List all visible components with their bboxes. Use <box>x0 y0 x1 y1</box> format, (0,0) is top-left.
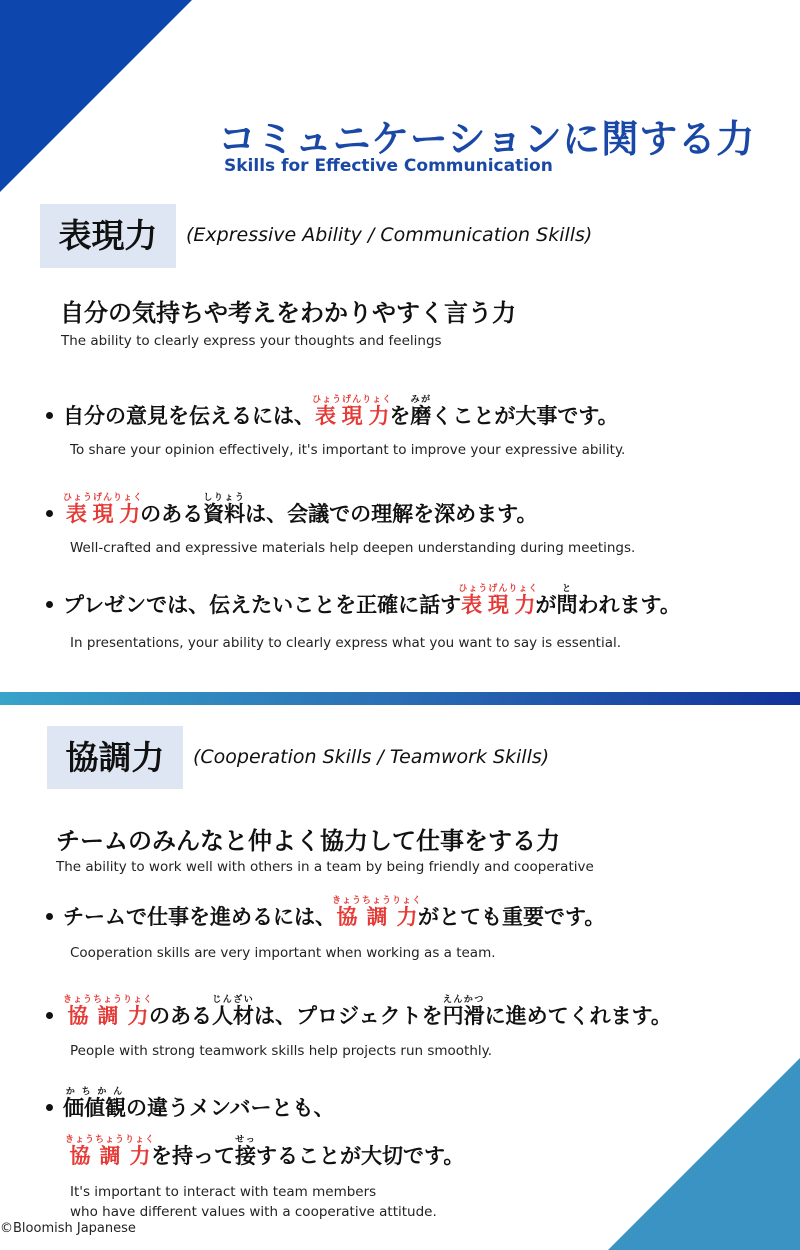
example-sentence: 価値観かちかんの違うメンバーとも、 <box>46 1087 335 1119</box>
example-translation: Well-crafted and expressive materials help deepen understanding during meetings. <box>70 540 636 556</box>
corner-decoration-top-left <box>0 0 192 192</box>
bullet-icon <box>46 1012 53 1019</box>
bullet-icon <box>46 412 53 419</box>
term-label: 協調力 <box>65 738 165 777</box>
highlighted-term: 協調力きょうちょうりょく <box>63 995 154 1028</box>
highlighted-term: 表現力ひょうげんりょく <box>458 584 539 617</box>
bullet-icon <box>46 1104 53 1111</box>
definition-jp-1: 自分の気持ちや考えをわかりやすく言う力 <box>60 299 516 327</box>
furigana-word: 資料しりょう <box>203 493 246 526</box>
example-sentence: 協調力きょうちょうりょくのある人材じんざいは、プロジェクトを円滑えんかつに進めてくれます。 <box>46 995 672 1027</box>
term-box-1 <box>40 204 176 268</box>
furigana-word: 価値観かちかん <box>63 1087 126 1120</box>
corner-decoration-bottom-right <box>608 1058 800 1250</box>
definition-en-1: The ability to clearly express your thoughts and feelings <box>61 333 442 349</box>
term-english-1: (Expressive Ability / Communication Skills) <box>186 224 593 246</box>
furigana-word: 問と <box>556 584 578 617</box>
definition-jp-2: チームのみんなと仲よく協力して仕事をする力 <box>56 827 560 855</box>
term-english-2: (Cooperation Skills / Teamwork Skills) <box>193 746 550 768</box>
section-divider <box>0 692 800 705</box>
highlighted-term: 表現力ひょうげんりょく <box>312 395 393 428</box>
bullet-icon <box>46 913 53 920</box>
example-translation: To share your opinion effectively, it's important to improve your expressive ability. <box>70 442 626 458</box>
example-sentence: 表現力ひょうげんりょくのある資料しりょうは、会議での理解を深めます。 <box>46 493 538 525</box>
highlighted-term: 協調力きょうちょうりょく <box>332 896 423 929</box>
example-sentence: 自分の意見を伝えるには、表現力ひょうげんりょくを磨みがくことが大事です。 <box>46 395 619 427</box>
term-label: 表現力 <box>58 216 158 255</box>
definition-en-2: The ability to work well with others in a team by being friendly and cooperative <box>56 859 594 875</box>
page-title: コミュニケーションに関する力 <box>218 117 755 161</box>
furigana-word: 円滑えんかつ <box>442 995 485 1028</box>
example-sentence-continued: 協調力きょうちょうりょくを持って接せっすることが大切です。 <box>65 1135 465 1168</box>
highlighted-term: 表現力ひょうげんりょく <box>63 493 144 526</box>
furigana-word: 人材じんざい <box>212 995 255 1028</box>
furigana-word: 磨みが <box>410 395 432 428</box>
highlighted-term: 協調力きょうちょうりょく <box>65 1135 156 1168</box>
example-sentence: プレゼンでは、伝えたいことを正確に話す表現力ひょうげんりょくが問とわれます。 <box>46 584 681 616</box>
example-translation: It's important to interact with team members who have different values with a cooperative attitude. <box>70 1184 437 1221</box>
furigana-word: 接せっ <box>235 1135 257 1168</box>
example-translation: Cooperation skills are very important when working as a team. <box>70 945 496 961</box>
example-translation: People with strong teamwork skills help projects run smoothly. <box>70 1043 493 1059</box>
page-subtitle: Skills for Effective Communication <box>224 156 553 176</box>
term-box-2 <box>47 726 183 789</box>
example-sentence: チームで仕事を進めるには、協調力きょうちょうりょくがとても重要です。 <box>46 896 605 928</box>
example-translation: In presentations, your ability to clearly express what you want to say is essential. <box>70 635 622 651</box>
bullet-icon <box>46 510 53 517</box>
copyright-text: ©Bloomish Japanese <box>0 1221 136 1236</box>
bullet-icon <box>46 601 53 608</box>
